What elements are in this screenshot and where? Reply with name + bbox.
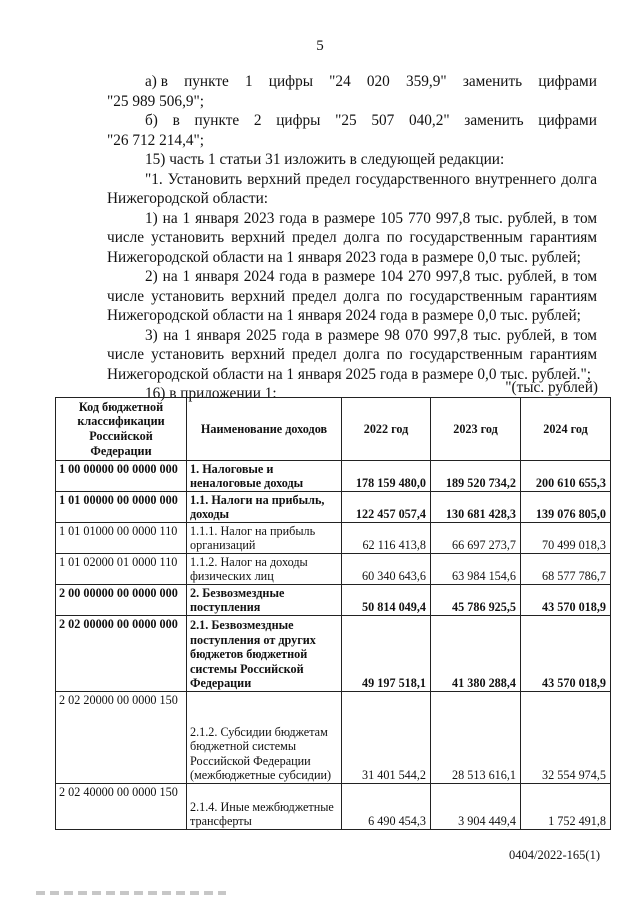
amendment-a-line2: "25 989 506,9"; <box>107 92 205 110</box>
debt-limit-item-2: 2) на 1 января 2024 года в размере 104 270 997,8 тыс. рублей, в том числе установить верхний предел долга по государственным гарантиям Нижегородской области на 1 января 2024 года в размере 0,0 тыс. рублей; <box>107 268 597 324</box>
word: пункте <box>194 112 240 129</box>
table-row <box>56 492 611 523</box>
row-value-2023: 63 984 154,6 <box>431 554 521 585</box>
row-value-2023: 66 697 273,7 <box>431 523 521 554</box>
amendment-text <box>107 72 597 404</box>
table-row <box>56 692 611 784</box>
revenue-table <box>55 397 611 830</box>
debt-limit-item-3: 3) на 1 января 2025 года в размере 98 070 997,8 тыс. рублей, в том числе установить верхний предел долга по государственным гарантиям Нижегородской области на 1 января 2025 года в размере 0,0 тыс. рублей."; <box>107 326 597 383</box>
word: "25 <box>335 112 357 129</box>
amendment-b-line1 <box>107 111 597 131</box>
row-code: 1 00 00000 00 0000 000 <box>56 461 187 492</box>
word: цифрами <box>538 73 597 90</box>
row-value-2024: 70 499 018,3 <box>521 523 611 554</box>
row-code: 1 01 00000 00 0000 000 <box>56 492 187 523</box>
table-row <box>56 554 611 585</box>
row-code: 2 00 00000 00 0000 000 <box>56 585 187 616</box>
unit-label: "(тыс. рублей) <box>505 379 598 396</box>
table-row <box>56 461 611 492</box>
header-code: Код бюджетной классификации Российской Федерации <box>56 398 187 461</box>
document-id: 0404/2022-165(1) <box>509 848 600 862</box>
word: 1 <box>244 73 253 90</box>
quote-intro: "1. Установить верхний предел государственного внутреннего долга Нижегородской области: <box>107 170 597 207</box>
row-code: 2 02 00000 00 0000 000 <box>56 616 187 692</box>
row-value-2023: 189 520 734,2 <box>431 461 521 492</box>
word: 2 <box>253 112 262 129</box>
word: 020 <box>366 73 390 90</box>
row-value-2023: 28 513 616,1 <box>431 692 521 784</box>
table-row <box>56 523 611 554</box>
page-number: 5 <box>316 38 324 54</box>
row-code: 2 02 40000 00 0000 150 <box>56 784 187 830</box>
word: б) <box>145 112 158 129</box>
amendment-b-line2: "26 712 214,4"; <box>107 131 205 149</box>
word: 359,9" <box>405 73 447 90</box>
row-name: 2.1.2. Субсидии бюджетам бюджетной системы Российской Федерации (межбюджетные субсидии) <box>187 692 342 784</box>
word: "24 <box>329 73 351 90</box>
debt-limit-item-1: 1) на 1 января 2023 года в размере 105 770 997,8 тыс. рублей, в том числе установить верхний предел долга по государственным гарантиям Нижегородской области на 1 января 2023 года в размере 0,0 тыс. рублей; <box>107 209 597 266</box>
row-name: 1.1.2. Налог на доходы физических лиц <box>187 554 342 585</box>
row-value-2024: 43 570 018,9 <box>521 616 611 692</box>
word: 040,2" <box>408 112 450 129</box>
row-code: 2 02 20000 00 0000 150 <box>56 692 187 784</box>
row-value-2022: 60 340 643,6 <box>342 554 431 585</box>
row-name: 2.1. Безвозмездные поступления от других бюджетов бюджетной системы Российской Федерации <box>187 616 342 692</box>
row-name: 1. Налоговые и неналоговые доходы <box>187 461 342 492</box>
word: пункте <box>184 73 229 90</box>
row-value-2022: 50 814 049,4 <box>342 585 431 616</box>
word: в <box>172 112 180 129</box>
row-value-2024: 139 076 805,0 <box>521 492 611 523</box>
scan-artifact <box>36 891 226 895</box>
word: 507 <box>371 112 395 129</box>
row-code: 1 01 02000 01 0000 110 <box>56 554 187 585</box>
row-value-2024: 32 554 974,5 <box>521 692 611 784</box>
word: цифрами <box>538 112 597 129</box>
row-value-2024: 200 610 655,3 <box>521 461 611 492</box>
row-value-2023: 41 380 288,4 <box>431 616 521 692</box>
header-2022: 2022 год <box>342 398 431 461</box>
row-value-2024: 43 570 018,9 <box>521 585 611 616</box>
row-value-2024: 1 752 491,8 <box>521 784 611 830</box>
row-value-2022: 31 401 544,2 <box>342 692 431 784</box>
row-name: 2.1.4. Иные межбюджетные трансферты <box>187 784 342 830</box>
row-value-2023: 45 786 925,5 <box>431 585 521 616</box>
row-value-2023: 3 904 449,4 <box>431 784 521 830</box>
header-2023: 2023 год <box>431 398 521 461</box>
paragraph-16: 16) в приложении 1: <box>145 385 277 402</box>
table-row <box>56 616 611 692</box>
row-name: 2. Безвозмездные поступления <box>187 585 342 616</box>
row-value-2022: 178 159 480,0 <box>342 461 431 492</box>
row-name: 1.1. Налоги на прибыль, доходы <box>187 492 342 523</box>
word: заменить <box>462 73 523 90</box>
word: а) в <box>145 73 168 90</box>
table-row <box>56 585 611 616</box>
row-name: 1.1.1. Налог на прибыль организаций <box>187 523 342 554</box>
header-2024: 2024 год <box>521 398 611 461</box>
paragraph-15: 15) часть 1 статьи 31 изложить в следующей редакции: <box>145 151 505 168</box>
row-code: 1 01 01000 00 0000 110 <box>56 523 187 554</box>
amendment-a-line1 <box>107 72 597 92</box>
row-value-2023: 130 681 428,3 <box>431 492 521 523</box>
table-row <box>56 784 611 830</box>
row-value-2022: 62 116 413,8 <box>342 523 431 554</box>
row-value-2024: 68 577 786,7 <box>521 554 611 585</box>
word: заменить <box>464 112 524 129</box>
table-header-row <box>56 398 611 461</box>
header-name: Наименование доходов <box>187 398 342 461</box>
word: цифры <box>268 73 314 90</box>
row-value-2022: 6 490 454,3 <box>342 784 431 830</box>
row-value-2022: 122 457 057,4 <box>342 492 431 523</box>
word: цифры <box>276 112 321 129</box>
row-value-2022: 49 197 518,1 <box>342 616 431 692</box>
